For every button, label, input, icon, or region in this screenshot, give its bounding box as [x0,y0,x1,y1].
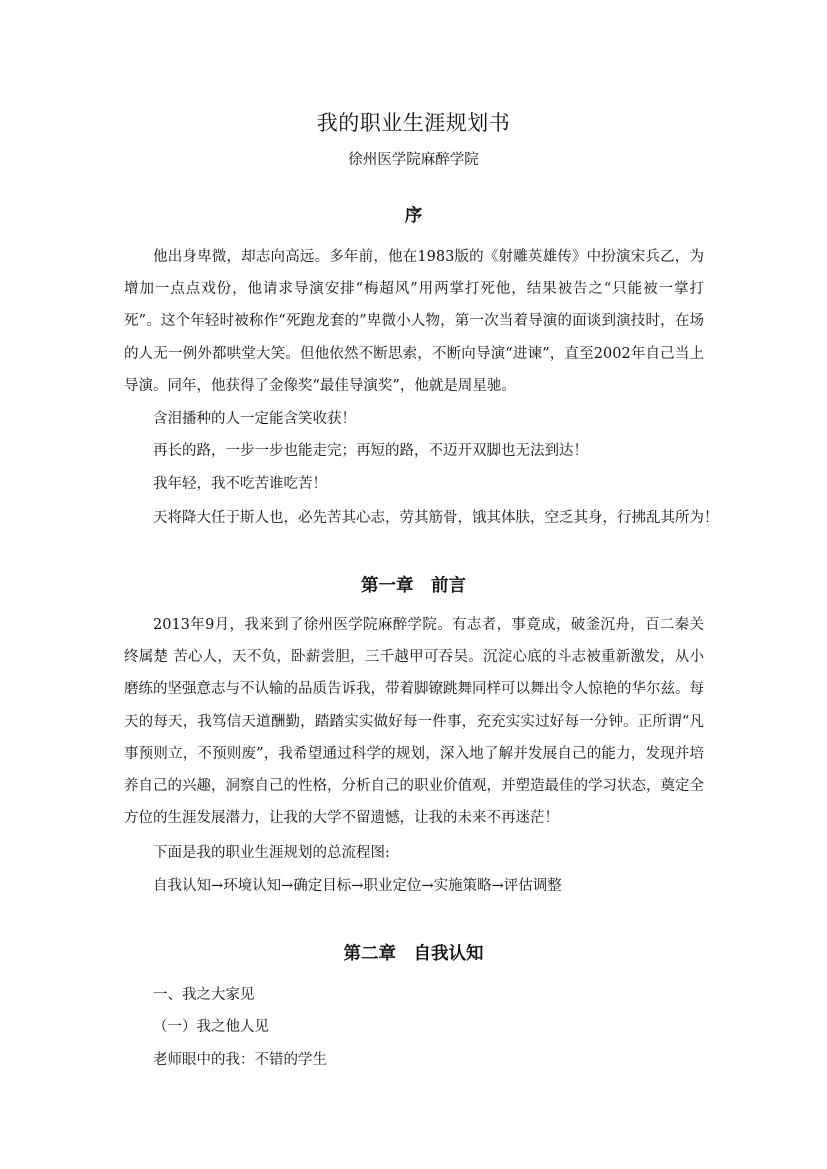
preface-heading: 序 [404,206,423,226]
chapter1-paragraph: 2013年9月，我来到了徐州医学院麻醉学院。有志者，事竟成，破釜沉舟，百二秦关终属楚 苦心人，天不负，卧薪尝胆，三千越甲可吞吴。沉淀心底的斗志被重新激发，从小磨练的坚强意志与不认输的品质告诉我，带着脚镣跳舞同样可以舞出令人惊艳的华尔兹。每天的每天，我笃信天道酬勤，踏踏实实做好每一件事，充充实实过好每一分钟。正所谓“凡事预则立，不预则废”，我希望通过科学的规划，深入地了解并发展自己的能力，发现并培养自己的兴趣，洞察自己的性格，分析自己的职业价值观，并塑造最佳的学习状态，奠定全方位的生涯发展潜力，让我的大学不留遗憾，让我的未来不再迷茫！ [124,617,704,827]
motto-line-4: 天将降大任于斯人也，必先苦其心志，劳其筋骨，饿其体肤，空乏其身，行拂乱其所为！ [153,510,719,526]
section-heading: 一、我之大家见 [153,987,255,1003]
motto-line-3: 我年轻，我不吃苦谁吃苦！ [153,476,327,492]
flow-intro: 下面是我的职业生涯规划的总流程图: [153,845,390,861]
flow-chart-text: 自我认知→环境认知→确定目标→职业定位→实施策略→评估调整 [153,878,562,894]
preface-paragraph: 他出身卑微，却志向高远。多年前，他在1983版的《射雕英雄传》中扮演宋兵乙，为增加一点点戏份，他请求导演安排“梅超风”用两掌打死他，结果被告之“只能被一掌打死”。这个年轻时被称作“死跑龙套的”卑微小人物，第一次当着导演的面谈到演技时，在场的人无一例外都哄堂大笑。但他依然不断思索，不断向导演“进谏”，直至2002年自己当上导演。同年，他获得了金像奖“最佳导演奖”，他就是周星驰。 [124,249,704,394]
body-line: 老师眼中的我：不错的学生 [153,1052,327,1068]
document-subtitle: 徐州医学院麻醉学院 [348,152,479,168]
motto-line-1: 含泪播种的人一定能含笑收获！ [153,411,356,427]
document-title: 我的职业生涯规划书 [316,111,511,135]
motto-line-2: 再长的路，一步一步也能走完；再短的路，不迈开双脚也无法到达！ [153,443,588,459]
chapter1-heading: 第一章 前言 [361,576,466,596]
chapter2-heading: 第二章 自我认知 [343,944,484,964]
subsection-heading: （一）我之他人见 [153,1019,269,1035]
